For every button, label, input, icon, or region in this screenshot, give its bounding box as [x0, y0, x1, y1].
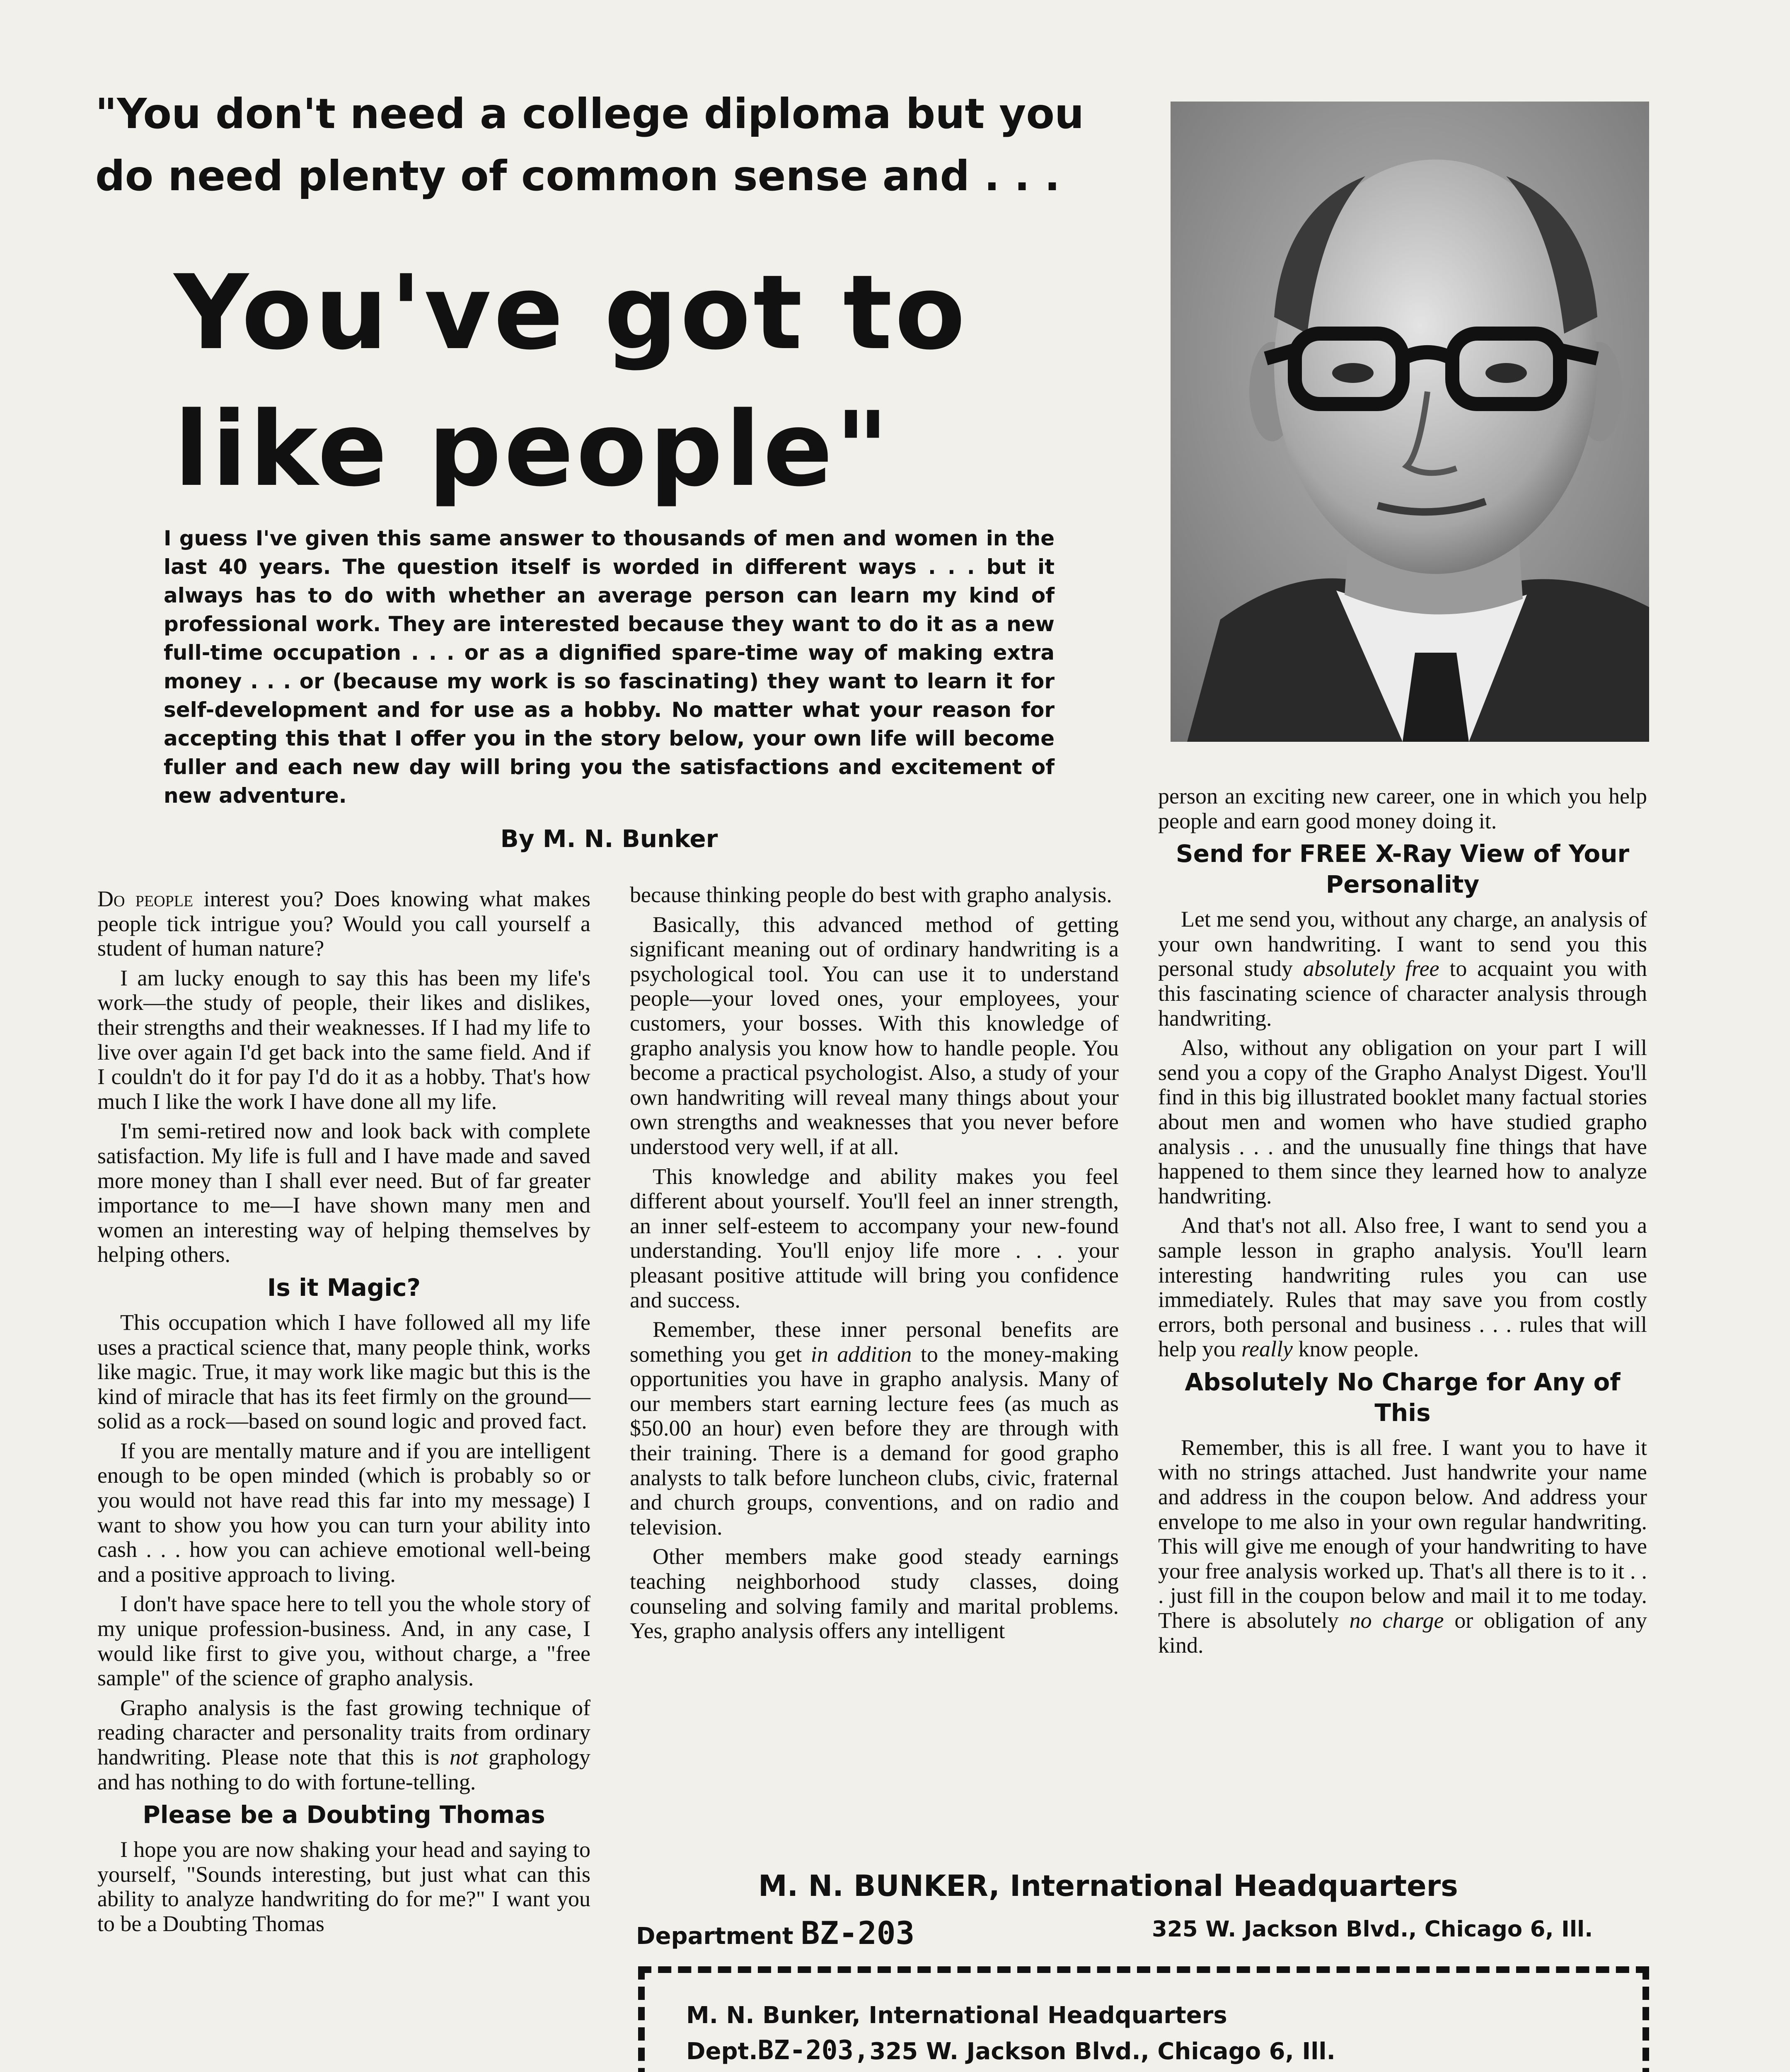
coupon-department-line — [686, 2035, 1335, 2066]
paragraph-text: Remember, this is all free. I want you to have it with no strings attached. Just handwrite your name and address in the coupon below. And address your envelope to me also in your own regular handwriting. This will give me enough of your handwriting to have your free analysis worked up. That's all there is to it . . . just fill in the coupon below and mail it to me today. There is absolutely — [1158, 1435, 1647, 1633]
department-line — [636, 1915, 914, 1951]
article-paragraph: because thinking people do best with grapho analysis. — [630, 882, 1112, 907]
article-paragraph: I'm semi-retired now and look back with complete satisfaction. My life is full and I have made and saved more money than I shall ever need. But of far greater importance to me—I have shown many men and women an interesting way of helping themselves by helping others. — [97, 1118, 590, 1267]
headline-line-1: You've got to — [174, 253, 968, 373]
subheading-doubting-thomas: Please be a Doubting Thomas — [143, 1801, 545, 1829]
article-paragraph — [1158, 907, 1647, 1031]
mail-in-coupon[interactable] — [638, 1966, 1649, 2072]
article-column-1 — [97, 887, 590, 1941]
coupon-recipient: M. N. Bunker, International Headquarters — [686, 2002, 1227, 2029]
paragraph-text: Grapho analysis is the fast growing technique of reading character and personality traits from ordinary handwriting. Please note that this is — [97, 1695, 590, 1769]
emphasis-text: absolutely free — [1303, 956, 1439, 981]
paragraph-text: know people. — [1292, 1336, 1419, 1362]
company-address: 325 W. Jackson Blvd., Chicago 6, Ill. — [1152, 1917, 1593, 1942]
article-paragraph — [1158, 1435, 1647, 1658]
article-paragraph: person an exciting new career, one in which you help people and earn good money doing it. — [1158, 784, 1647, 833]
paragraph-text: Let me send you, without any charge, an analysis of your own handwriting. I want to send you this personal study — [1158, 907, 1647, 981]
article-paragraph: Also, without any obligation on your part I will send you a copy of the Grapho Analyst Digest. You'll find in this big illustrated booklet many factual stories about men and women who have studied grapho analysis . . . and the unusually fine things that have happened to them since they learned how to analyze handwriting. — [1158, 1035, 1647, 1208]
paragraph-text: to acquaint you with this fascinating science of character analysis through handwriting. — [1158, 956, 1647, 1031]
article-paragraph: Basically, this advanced method of getting significant meaning out of ordinary handwriting is a psychological tool. You can use it to understand people—your loved ones, your employees, your customers, your bosses. With this knowledge of grapho analysis you know how to handle people. You become a practical psychologist. Also, a study of your own handwriting will reveal many things about your own strengths and weaknesses that you never before understood very well, if at all. — [630, 912, 1119, 1159]
coupon-dept-prefix: Dept. — [686, 2038, 758, 2065]
subheading-no-charge: Absolutely No Charge for Any of This — [1185, 1368, 1621, 1427]
article-paragraph — [1158, 1213, 1647, 1362]
emphasis-text: in addition — [810, 1341, 912, 1367]
subheading-magic: Is it Magic? — [267, 1273, 421, 1302]
headline-line-2: like people" — [174, 390, 891, 509]
article-paragraph: I hope you are now shaking your head and saying to yourself, "Sounds interesting, but just what can this ability to analyze handwriting do for me?" I want you to be a Doubting Thomas — [97, 1837, 590, 1936]
paragraph-text: or obligation of any kind. — [1158, 1608, 1647, 1658]
company-name: M. N. BUNKER, International Headquarters — [758, 1869, 1458, 1903]
paragraph-text: graphology and has nothing to do with fortune-telling. — [97, 1745, 590, 1794]
article-paragraph: This occupation which I have followed all my life uses a practical science that, many people think, works like magic. True, it may work like magic but this is the kind of miracle that has its feet firmly on the ground—solid as a rock—based on sound logic and proved fact. — [97, 1310, 590, 1434]
coupon-dept-code-handwritten: BZ-203, — [757, 2035, 870, 2066]
coupon-dept-address: 325 W. Jackson Blvd., Chicago 6, Ill. — [869, 2038, 1335, 2065]
article-paragraph — [97, 1696, 590, 1794]
department-code-handwritten: BZ-203 — [801, 1915, 915, 1951]
author-portrait-photo — [1171, 102, 1649, 742]
dropcap-lead: Do people — [97, 886, 194, 911]
article-paragraph: If you are mentally mature and if you are intelligent enough to be open minded (which is probably so or you would not have read this far into my message) I want to show you how you can turn your ability into cash . . . how you can achieve emotional well-being and a positive approach to living. — [97, 1438, 590, 1587]
paragraph-text: to the money-making opportunities you have in grapho analysis. Many of our members start earning lecture fees (as much as $50.00 an hour) even before they are through with their training. There is a demand for good grapho analysts to talk before luncheon clubs, civic, fraternal and church groups, conventions, and on radio and television. — [630, 1341, 1119, 1539]
article-paragraph — [630, 1317, 1119, 1539]
article-paragraph: I don't have space here to tell you the whole story of my unique profession-business. And, in any case, I would like first to give you, without charge, a "free sample" of the science of grapho analysis. — [97, 1591, 590, 1691]
paragraph-text: And that's not all. Also free, I want to send you a sample lesson in grapho analysis. You'll learn interesting handwriting rules you can use immediately. Rules that may save you from costly errors, both personal and business . . . rules that will help you — [1158, 1213, 1647, 1362]
article-paragraph: I am lucky enough to say this has been my life's work—the study of people, their likes and dislikes, their strengths and their weaknesses. If I had my life to live over again I'd get back into the same field. And if I couldn't do it for pay I'd do it as a hobby. That's how much I like the work I have done all my life. — [97, 965, 590, 1114]
article-column-3 — [1158, 784, 1647, 1663]
headline-tagline: "You don't need a college diploma but you do need plenty of common sense and . . . — [95, 90, 1084, 200]
article-column-2 — [630, 883, 1119, 1648]
headline-title — [174, 244, 1086, 518]
article-paragraph — [97, 887, 590, 961]
emphasis-text: no charge — [1349, 1608, 1444, 1633]
emphasis-text: really — [1241, 1336, 1293, 1362]
paragraph-text: interest you? Does knowing what makes people tick intrigue you? Would you call yourself a student of human nature? — [97, 886, 590, 961]
subheading-free-xray: Send for FREE X-Ray View of Your Personality — [1176, 840, 1630, 899]
byline: By M. N. Bunker — [500, 825, 718, 853]
intro-paragraph: I guess I've given this same answer to thousands of men and women in the last 40 years. The question itself is worded in different ways . . . but it always has to do with whether an average person can learn my kind of professional work. They are interested because they want to do it as a new full-time occupation . . . or as a dignified spare-time way of making extra money . . . or (because my work is so fascinating) they want to learn it for self-development and for use as a hobby. No matter what your reason for accepting this that I offer you in the story below, your own life will become fuller and each new day will bring you the satisfactions and excitement of new adventure. — [164, 526, 1055, 808]
department-label: Department — [636, 1923, 793, 1950]
emphasis-text: not — [450, 1745, 479, 1769]
paragraph-text: Remember, these inner personal benefits are something you get — [630, 1317, 1119, 1367]
portrait-illustration — [1171, 102, 1649, 742]
article-paragraph: Other members make good steady earnings teaching neighborhood study classes, doing counseling and solving family and marital problems. Yes, grapho analysis offers any intelligent — [630, 1544, 1119, 1644]
article-paragraph: This knowledge and ability makes you feel different about yourself. You'll feel an inner strength, an inner self-esteem to accompany your new-found understanding. You'll enjoy life more . . . your pleasant positive attitude will bring you confidence and success. — [630, 1164, 1119, 1312]
